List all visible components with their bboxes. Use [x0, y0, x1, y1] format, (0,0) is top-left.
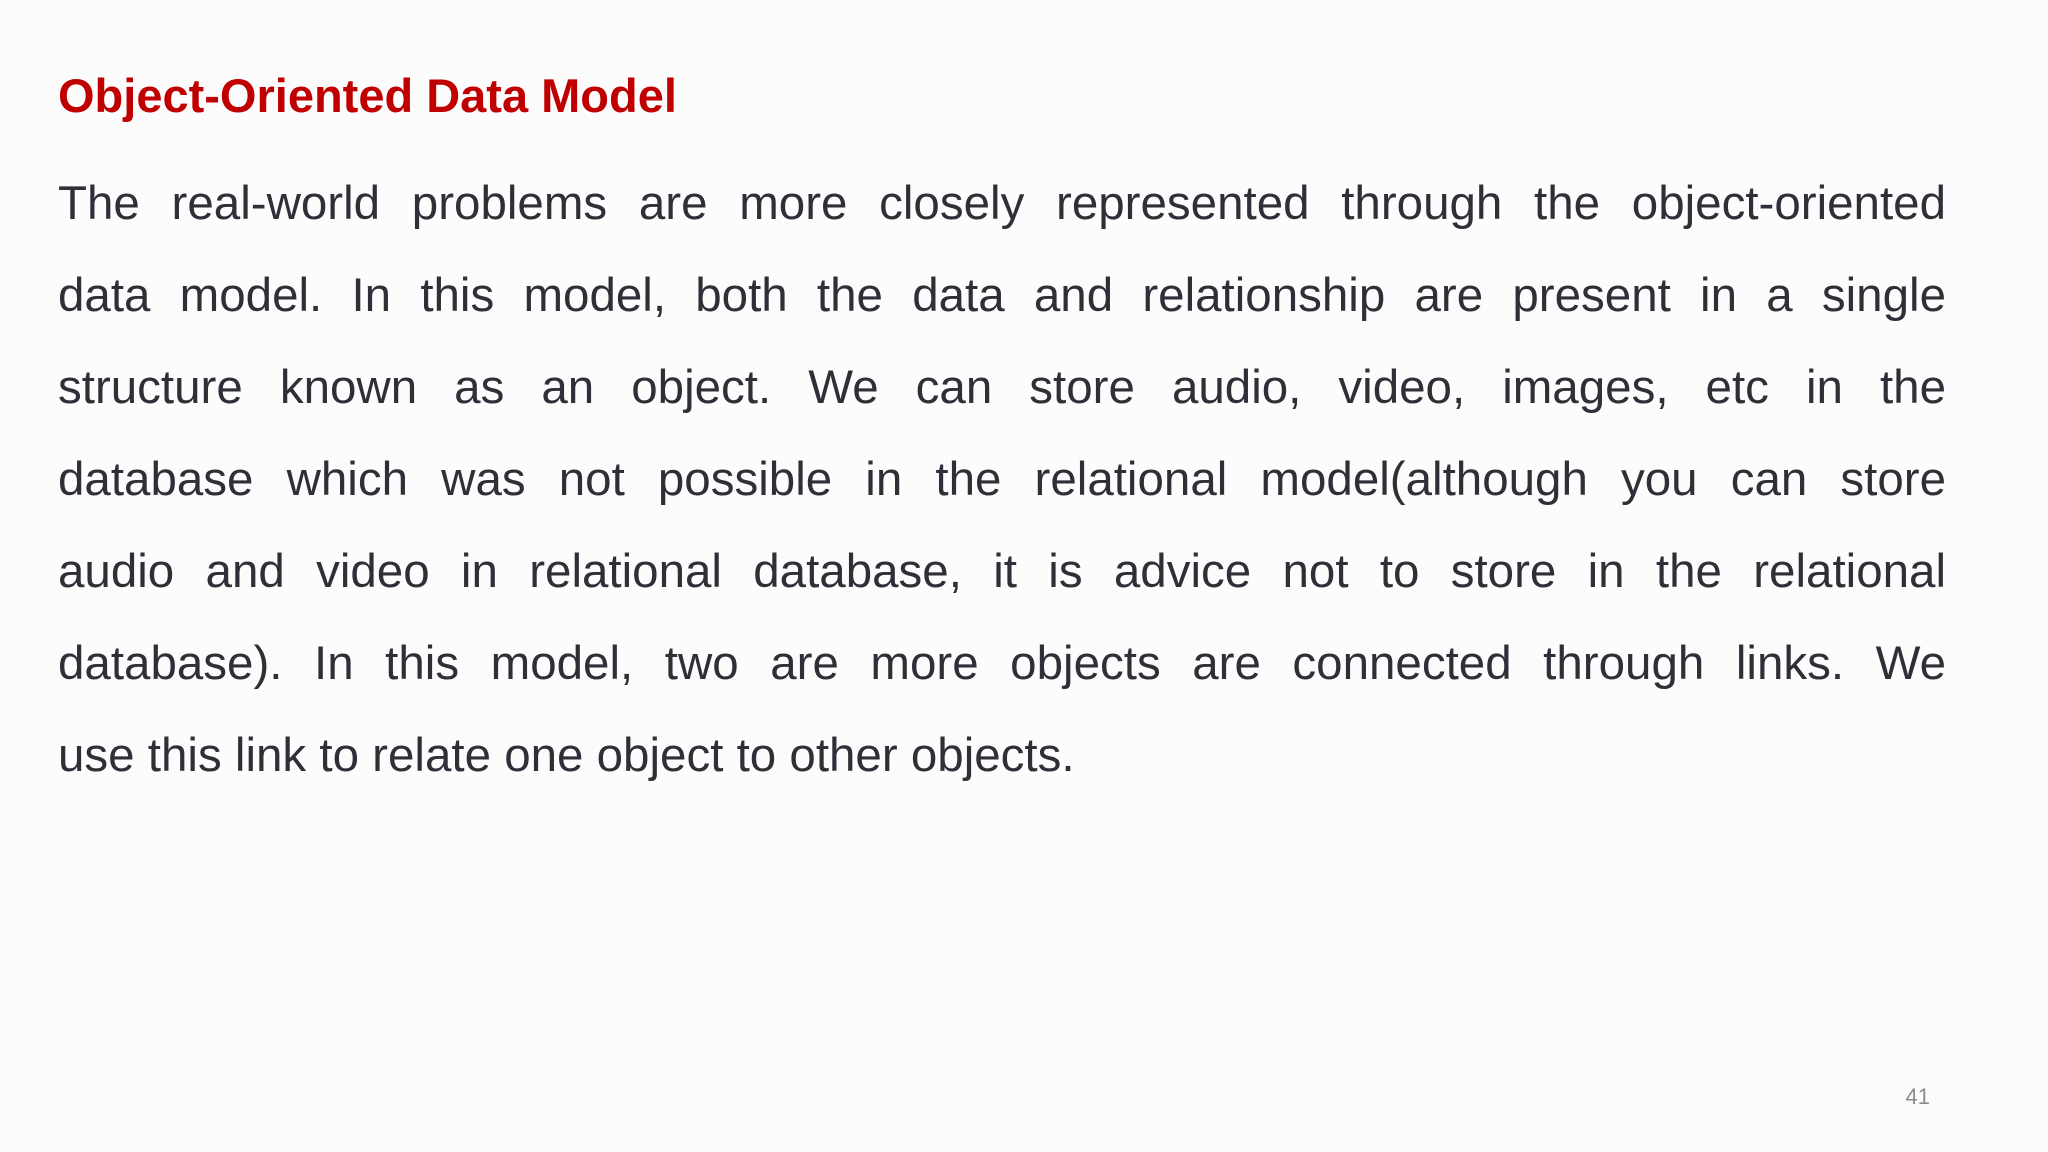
body-line: database). In this model, two are more objects are connected through links. We — [58, 637, 1946, 690]
body-line: audio and video in relational database, it is advice not to store in the relational — [58, 545, 1946, 598]
page-number: 41 — [1905, 1084, 1930, 1109]
body-line: database which was not possible in the relational model(although you can store — [58, 453, 1946, 506]
body-line: data model. In this model, both the data and relationship are present in a single — [58, 269, 1946, 322]
slide-body-paragraph — [58, 158, 1946, 802]
body-line: structure known as an object. We can store audio, video, images, etc in the — [58, 361, 1946, 414]
body-line: The real-world problems are more closely represented through the object-oriented — [58, 177, 1946, 230]
body-line: use this link to relate one object to other objects. — [58, 729, 1075, 782]
slide-title: Object-Oriented Data Model — [58, 69, 677, 122]
